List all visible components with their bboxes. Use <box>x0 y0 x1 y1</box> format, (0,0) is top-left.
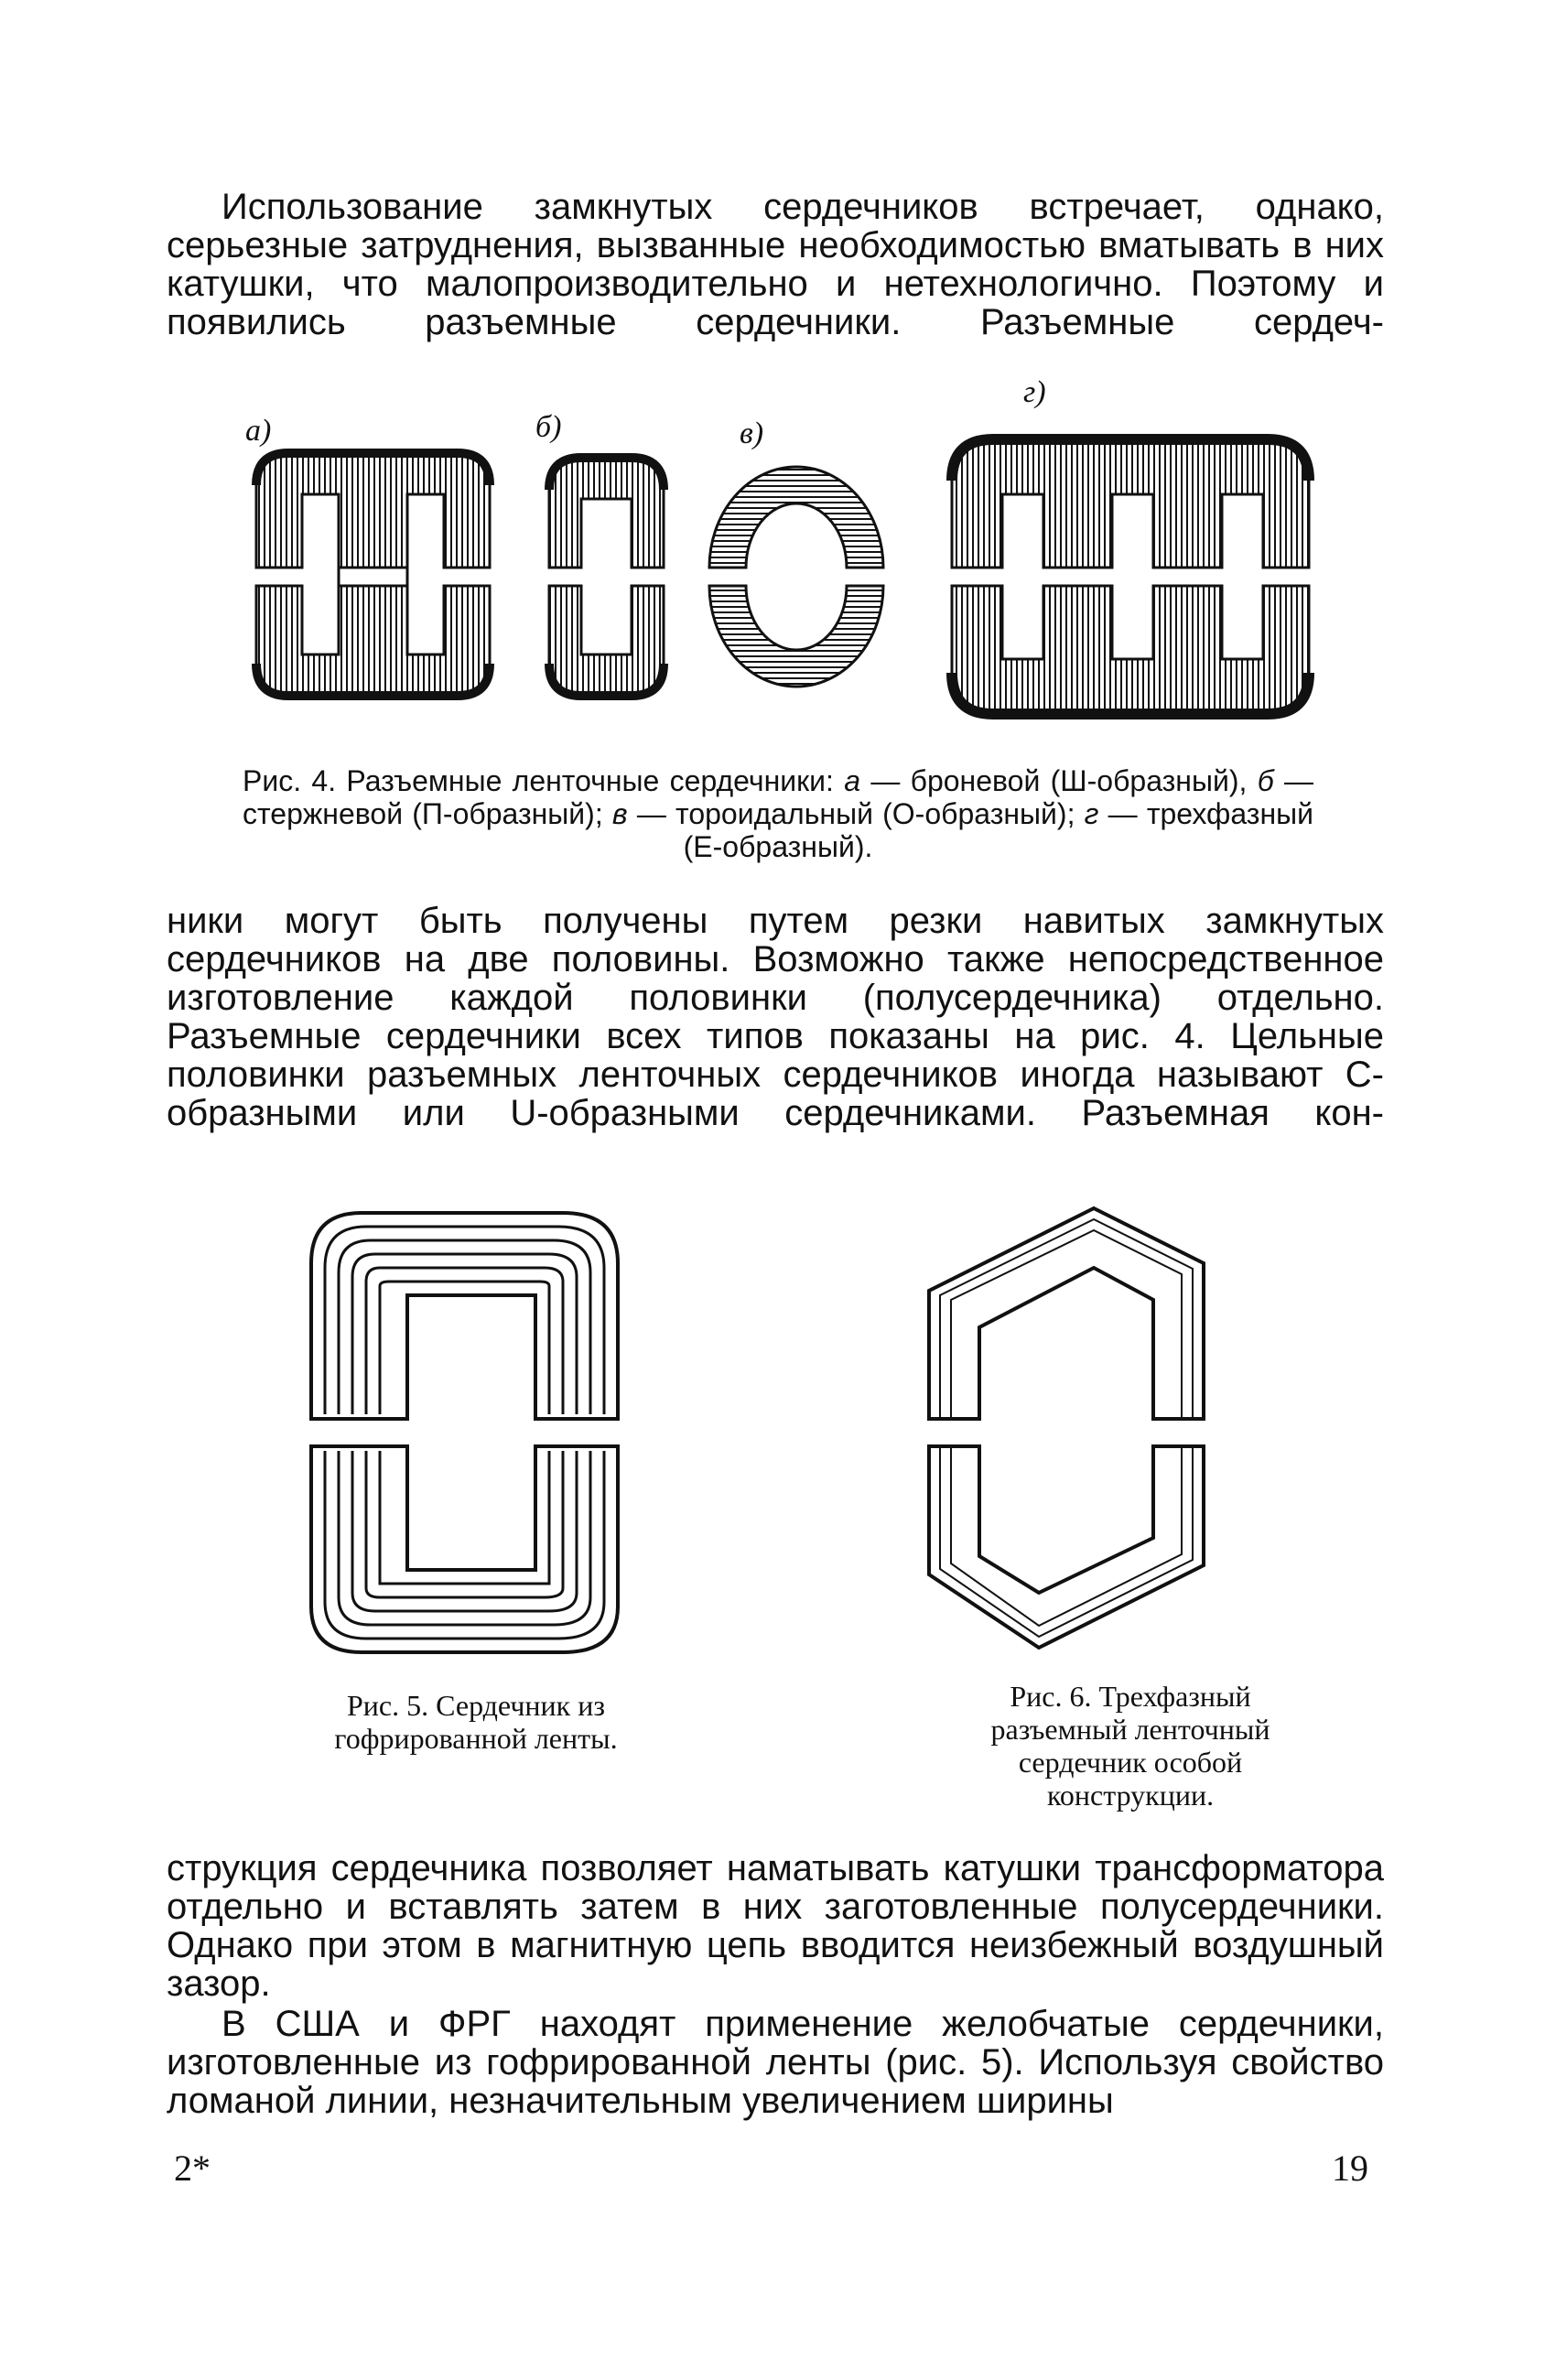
fig4-caption <box>243 764 1313 863</box>
fig4-label-a: а) <box>245 414 272 448</box>
fig4-core-c-toroid <box>709 467 883 687</box>
fig5-caption: Рис. 5. Сердечник из гофрированной ленты. <box>334 1689 618 1755</box>
fig4-caption-c-letter: в <box>611 797 628 830</box>
fig4-core-b-rod <box>549 458 664 696</box>
fig4-caption-d-letter: г <box>1084 797 1099 830</box>
fig4-caption-b-text: — стержневой (П-образный); <box>243 764 1314 830</box>
paragraph-2: ники могут быть получены путем резки навитых замкнутых сердечников на две половины. Возможно также непосредственное изготовление каждой половинки (полусердечника) отдельно. Разъемные сердечники всех типов показаны на рис. 4. Цельные половинки разъемных ленточных сердечников иногда называют С-образными или U-образными сердечниками. Разъемная кон- <box>167 901 1384 1133</box>
signature-mark: 2* <box>174 2147 211 2189</box>
paragraph-1: Использование замкнутых сердечников встречает, однако, серьезные затруднения, вызванные необходимостью вматывать в них катушки, что малопроизводительно и нетехнологично. Поэтому и появились разъемные сердечники. Разъемные сердеч- <box>167 187 1384 342</box>
fig4-caption-a-text: — броневой (Ш-образный), <box>860 764 1248 797</box>
fig4-caption-prefix: Рис. 4. Разъемные ленточные сердечники: <box>243 764 834 797</box>
fig4-caption-a-letter: а <box>844 764 861 797</box>
fig4-caption-b-letter: б <box>1257 764 1274 797</box>
fig4-label-d: г) <box>1023 375 1046 409</box>
fig4-cores-drawing <box>247 430 1318 723</box>
fig5-core <box>311 1213 618 1652</box>
fig4-caption-d-text: — трехфазный (Е-образный). <box>683 797 1314 863</box>
fig4-label-c: в) <box>740 416 764 450</box>
fig4-core-d-threephase <box>952 439 1309 714</box>
paragraph-3: струкция сердечника позволяет наматывать катушки трансформатора отдельно и вставлять затем в них заготовленные полусердечники. Однако при этом в магнитную цепь вводится неизбежный воздушный зазор. <box>167 1848 1384 2004</box>
paragraph-4: В США и ФРГ находят применение желобчатые сердечники, изготовленные из гофрированной ленты (рис. 5). Используя свойство ломаной линии, незначительным увеличением ширины <box>167 2004 1384 2121</box>
fig6-threephase-core-drawing <box>920 1190 1231 1666</box>
fig4-caption-c-text: — тороидальный (О-образный); <box>627 797 1075 830</box>
fig4-label-b: б) <box>535 410 562 444</box>
fig5-corrugated-core-drawing <box>307 1195 636 1661</box>
page-number: 19 <box>1332 2147 1368 2189</box>
fig6-core <box>929 1208 1204 1648</box>
fig4-core-a-shell <box>256 453 490 696</box>
fig6-caption: Рис. 6. Трехфазный разъемный ленточный сердечник особой конструкции. <box>990 1680 1270 1812</box>
